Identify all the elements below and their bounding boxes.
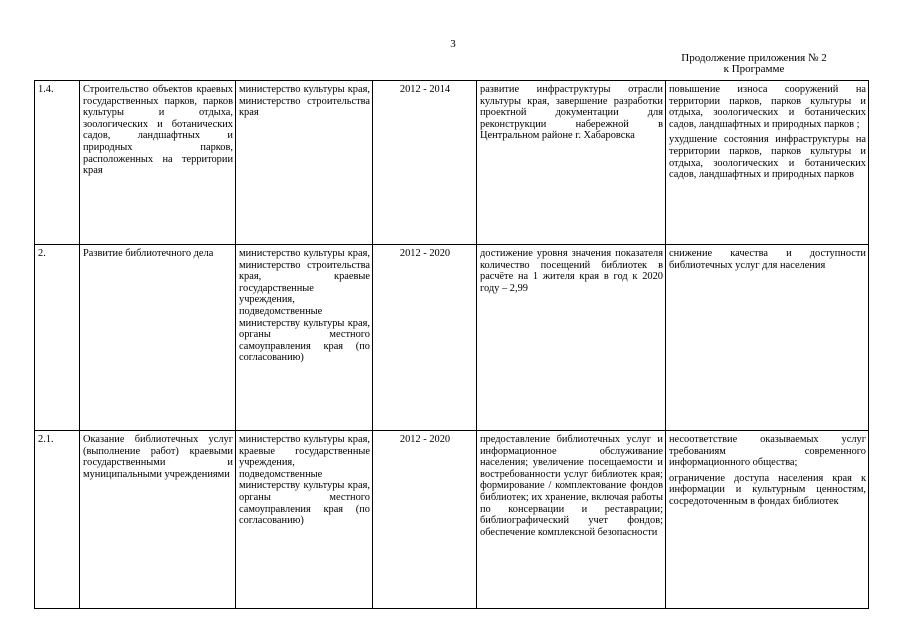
non-implementation-consequences xyxy=(666,81,869,245)
continuation-line-2: к Программе xyxy=(723,63,785,75)
table-row xyxy=(35,431,869,609)
continuation-line-1: Продолжение приложения № 2 xyxy=(681,52,827,64)
page-number: 3 xyxy=(450,38,456,50)
measure-name: Оказание библиотечных услуг (выполнение работ) краевыми государственными и муниципальными учреждениями xyxy=(80,431,236,609)
implementation-period: 2012 - 2020 xyxy=(373,431,477,609)
expected-result: предоставление библиотечных услуг и информационное обслуживание населения; увеличение посещаемости и востребованности услуг библиотек края; формирование / комплектование фондов библиотек; их хранение, включая работы по консервации и реставрации; библиографический учет фондов; обеспечение комплексной безопасности xyxy=(477,431,666,609)
table-row xyxy=(35,81,869,245)
measure-name: Строительство объектов краевых государственных парков, парков культуры и отдыха, зоологических и ботанических садов, ландшафтных и природных парков, расположенных на территории края xyxy=(80,81,236,245)
responsible-executor: министерство культуры края, министерство строительства края, краевые государственные учреждения, подведомственные министерству культуры края, органы местного самоуправления края (по согласованию) xyxy=(236,245,373,431)
row-number: 2. xyxy=(35,245,80,431)
consequence-text: ограничение доступа населения края к информации и культурным ценностям, сосредоточенным в фондах библиотек xyxy=(669,472,866,507)
responsible-executor: министерство культуры края, министерство строительства края xyxy=(236,81,373,245)
non-implementation-consequences xyxy=(666,431,869,609)
row-number: 2.1. xyxy=(35,431,80,609)
implementation-period: 2012 - 2014 xyxy=(373,81,477,245)
expected-result: развитие инфраструктуры отрасли культуры края, завершение разработки проектной документации для реконструкции набережной в Центральном районе г. Хабаровска xyxy=(477,81,666,245)
consequence-text: несоответствие оказываемых услуг требованиям современного информационного общества; xyxy=(669,434,866,469)
measure-name: Развитие библиотечного дела xyxy=(80,245,236,431)
table-row xyxy=(35,245,869,431)
non-implementation-consequences xyxy=(666,245,869,431)
row-number: 1.4. xyxy=(35,81,80,245)
consequence-text: ухудшение состояния инфраструктуры на территории парков, парков культуры и отдыха, зоологических и ботанических садов, ландшафтных и природных парков xyxy=(669,134,866,181)
implementation-period: 2012 - 2020 xyxy=(373,245,477,431)
consequence-text: повышение износа сооружений на территории парков, парков культуры и отдыха, зоологических и ботанических садов, ландшафтных и природных парков ; xyxy=(669,84,866,130)
program-measures-table xyxy=(34,80,869,609)
appendix-continuation-header xyxy=(640,53,868,75)
expected-result: достижение уровня значения показателя количество посещений библиотек в расчёте на 1 жителя края в год к 2020 году – 2,99 xyxy=(477,245,666,431)
consequence-text: снижение качества и доступности библиотечных услуг для населения xyxy=(669,248,866,271)
responsible-executor: министерство культуры края, краевые государственные учреждения, подведомственные министерству культуры края, органы местного самоуправления края (по согласованию) xyxy=(236,431,373,609)
